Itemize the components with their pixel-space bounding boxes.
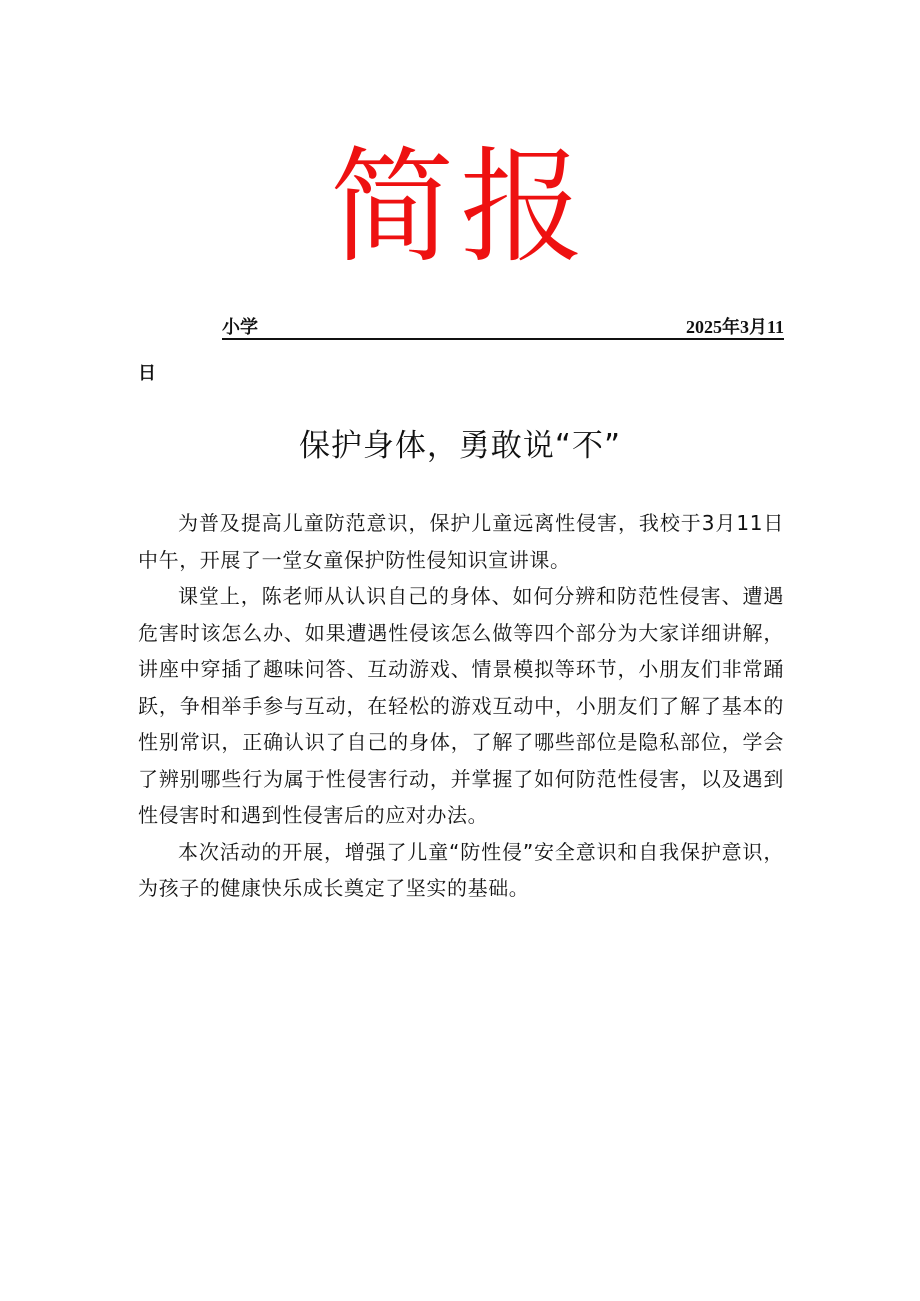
school-name: 小学 xyxy=(222,317,258,337)
paragraph: 为普及提高儿童防范意识，保护儿童远离性侵害，我校于3月11日中午，开展了一堂女童保护防性侵知识宣讲课。 xyxy=(138,511,784,572)
meta-line xyxy=(222,314,784,340)
paragraph: 本次活动的开展，增强了儿童“防性侵”安全意识和自我保护意识，为孩子的健康快乐成长奠定了坚实的基础。 xyxy=(138,839,784,900)
masthead-title: 简报 xyxy=(329,136,590,280)
article-title: 保护身体，勇敢说“不” xyxy=(298,428,622,464)
report-date: 2025年3月11 xyxy=(685,317,784,337)
paragraph: 课堂上，陈老师从认识自己的身体、如何分辨和防范性侵害、遭遇危害时该怎么办、如果遭遇性侵该怎么做等四个部分为大家详细讲解，讲座中穿插了趣味问答、互动游戏、情景模拟等环节，小朋友们非常踊跃，争相举手参与互动，在轻松的游戏互动中，小朋友们了解了基本的性别常识，正确认识了自己的身体，了解了哪些部位是隐私部位，学会了辨别哪些行为属于性侵害行动，并掌握了如何防范性侵害，以及遇到性侵害时和遇到性侵害后的应对办法。 xyxy=(138,584,784,827)
report-date-wrap: 日 xyxy=(138,363,156,383)
article-body xyxy=(138,505,784,907)
